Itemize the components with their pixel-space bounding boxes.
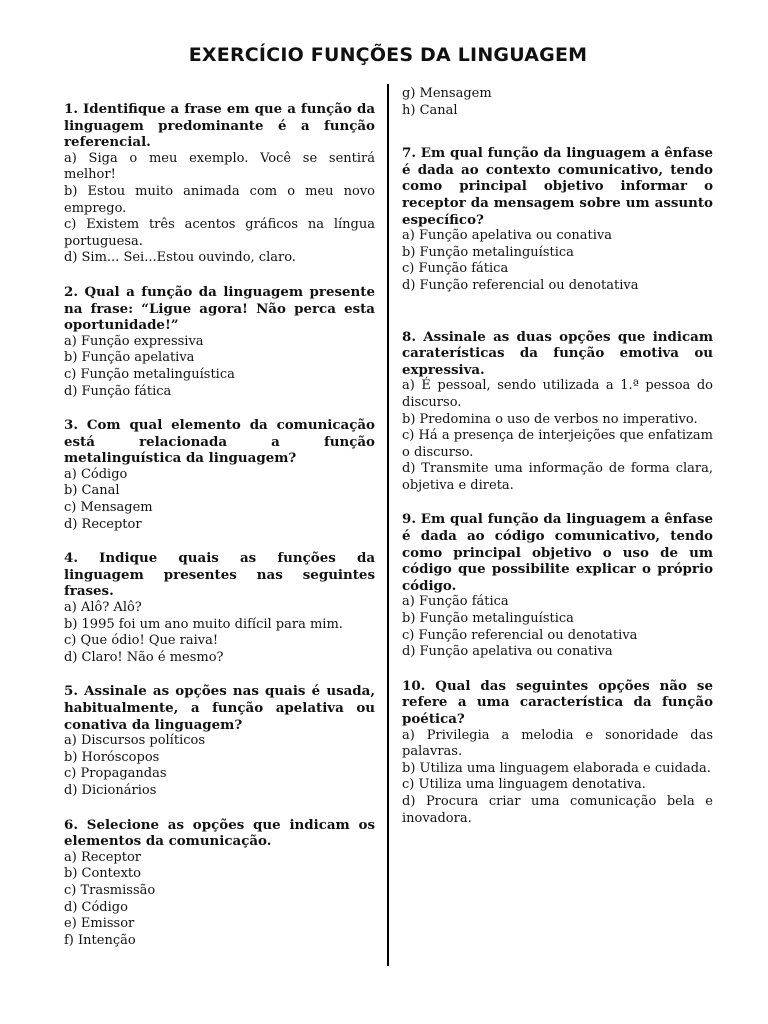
answer-option: d) Código [64, 899, 128, 915]
answer-option: b) 1995 foi um ano muito difícil para mim. [64, 616, 343, 632]
question-text: 8. Assinale as duas opções que indicam caraterísticas da função emotiva ou expressiva. [402, 328, 713, 378]
question-block [64, 101, 375, 267]
answer-option: d) Função fática [64, 383, 172, 399]
question-text: 3. Com qual elemento da comunicação está relacionada a função metalinguística da linguagem? [64, 417, 375, 467]
answer-option: c) Propagandas [64, 766, 167, 782]
continued-options [402, 86, 713, 119]
answer-option: a) Receptor [64, 849, 141, 865]
answer-option: c) Função referencial ou denotativa [402, 627, 638, 643]
question-text: 5. Assinale as opções nas quais é usada, habitualmente, a função apelativa ou conativa da linguagem? [64, 683, 375, 733]
answer-option: a) Função fática [402, 594, 509, 610]
question-block [402, 678, 713, 827]
answer-option: b) Função metalinguística [402, 611, 574, 627]
answer-option: d) Função referencial ou denotativa [402, 277, 639, 293]
answer-option: e) Emissor [64, 916, 135, 932]
answer-option: b) Contexto [64, 866, 141, 882]
answer-option: d) Sim... Sei...Estou ouvindo, claro. [64, 250, 296, 266]
answer-option: a) Função expressiva [64, 333, 204, 349]
answer-option: c) Há a presença de interjeições que enfatizam o discurso. [402, 428, 713, 460]
question-text: 2. Qual a função da linguagem presente na frase: “Ligue agora! Não perca esta oportunidade!” [64, 283, 375, 334]
answer-option: g) Mensagem [402, 86, 492, 101]
answer-option: d) Receptor [64, 516, 142, 532]
answer-option: c) Função fática [402, 261, 509, 277]
answer-option: a) Alô? Alô? [64, 600, 142, 616]
answer-option: c) Mensagem [64, 500, 153, 516]
answer-option: b) Predomina o uso de verbos no imperativo. [402, 411, 698, 427]
right-column [402, 86, 713, 844]
answer-option: b) Função metalinguística [402, 244, 574, 260]
column-divider [387, 84, 389, 966]
answer-option: a) Código [64, 466, 128, 482]
answer-option: f) Intenção [64, 932, 136, 948]
answer-option: a) Privilegia a melodia e sonoridade das palavras. [402, 727, 713, 760]
answer-option: a) É pessoal, sendo utilizada a 1.ª pessoa do discurso. [402, 378, 713, 410]
answer-option: c) Que ódio! Que raiva! [64, 633, 219, 649]
answer-option: b) Estou muito animada com o meu novo emprego. [64, 183, 375, 216]
page-title: EXERCÍCIO FUNÇÕES DA LINGUAGEM [188, 44, 588, 66]
answer-option: d) Transmite uma informação de forma clara, objetiva e direta. [402, 461, 713, 493]
question-block [64, 817, 375, 950]
answer-option: c) Existem três acentos gráficos na língua portuguesa. [64, 217, 375, 249]
answer-option: d) Procura criar uma comunicação bela e inovadora. [402, 793, 713, 826]
question-text: 6. Selecione as opções que indicam os elementos da comunicação. [64, 816, 375, 850]
answer-option: d) Função apelativa ou conativa [402, 644, 613, 660]
question-text: 1. Identifique a frase em que a função da linguagem predominante é a função referencial. [64, 101, 375, 151]
answer-option: a) Função apelativa ou conativa [402, 228, 613, 244]
answer-option: c) Trasmissão [64, 882, 156, 898]
question-block [64, 417, 375, 533]
answer-option: b) Função apelativa [64, 350, 195, 366]
answer-option: d) Dicionários [64, 782, 157, 798]
answer-option: a) Siga o meu exemplo. Você se sentirá melhor! [64, 150, 375, 183]
question-text: 4. Indique quais as funções da linguagem presentes nas seguintes frases. [64, 550, 375, 600]
answer-option: a) Discursos políticos [64, 733, 206, 749]
answer-option: c) Função metalinguística [64, 366, 235, 382]
question-block [64, 683, 375, 799]
answer-option: b) Utiliza uma linguagem elaborada e cuidada. [402, 760, 711, 776]
question-block [402, 329, 713, 495]
answer-option: d) Claro! Não é mesmo? [64, 649, 224, 665]
question-text: 9. Em qual função da linguagem a ênfase é dada ao código comunicativo, tendo como principal objetivo o uso de um código que possibilite explicar o próprio código. [402, 511, 713, 594]
question-text: 7. Em qual função da linguagem a ênfase é dada ao contexto comunicativo, tendo como principal objetivo informar o receptor da mensagem sobre um assunto específico? [402, 145, 713, 228]
question-text: 10. Qual das seguintes opções não se refere a uma característica da função poética? [402, 677, 713, 727]
question-block [402, 511, 713, 660]
left-column [64, 101, 375, 966]
question-block [402, 145, 713, 294]
answer-option: h) Canal [402, 102, 458, 118]
answer-option: b) Horóscopos [64, 749, 160, 765]
answer-option: c) Utiliza uma linguagem denotativa. [402, 777, 646, 793]
question-block [64, 550, 375, 666]
answer-option: b) Canal [64, 483, 120, 499]
question-block [64, 284, 375, 400]
